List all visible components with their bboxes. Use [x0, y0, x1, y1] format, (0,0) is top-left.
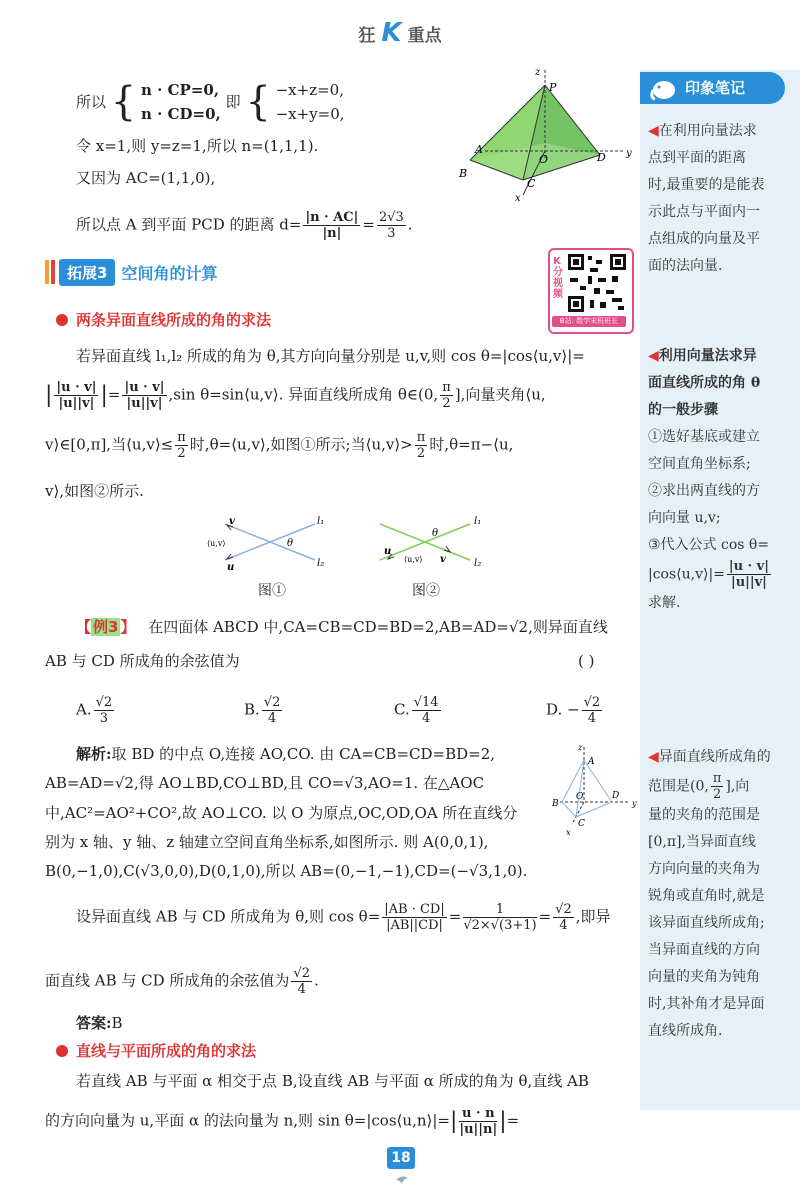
distance-formula: 所以点 A 到平面 PCD 的距离 d= $\frac{|n \cdot AC|}{|n|}$ = $\frac{2√3}{3}$ . [76, 210, 413, 241]
svg-text:C: C [527, 177, 536, 190]
svg-text:y: y [632, 799, 637, 808]
svg-text:D: D [597, 151, 606, 164]
tetrahedron-figure [550, 742, 640, 837]
svg-text:B: B [552, 799, 559, 809]
svg-text:z: z [578, 743, 583, 752]
label-P: P [549, 81, 557, 94]
example-line-1: 【 例3 】 在四面体 ABCD 中,CA=CB=CD=BD=2,AB=AD=√2,则异面直线 [76, 618, 608, 636]
figure-1 [205, 512, 335, 572]
svg-text:z: z [535, 67, 541, 78]
text-line: 又因为 AC=(1,1,0), [76, 169, 216, 187]
bullet-icon [56, 1045, 68, 1057]
svg-text:l₁: l₁ [317, 516, 325, 527]
paragraph-line: v⟩,如图②所示. [45, 482, 144, 500]
sidebar-note-2: ◀利用向量法求异 面直线所成的角 θ 的一般步骤 ①选好基底或建立 空间直角坐标系; ②求出两直线的方 向向量 u,v; ③代入公式 cos θ= |cos⟨u,v⟩|= $\frac{|u \cdot v|}{|u||v|}$ 求解. [648, 348, 770, 611]
example-label: 【 例3 】 [76, 618, 136, 636]
section-heading [45, 258, 217, 286]
solution-line: B(0,−1,0),C(√3,0,0),D(0,1,0),所以 AB=(0,−1,−1),CD=(−√3,1,0). [45, 862, 528, 880]
solution-line: AB=AD=√2,得 AO⊥BD,CO⊥BD,且 CO=√3,AO=1. 在△AOC [45, 774, 485, 792]
svg-text:x: x [515, 193, 521, 204]
svg-text:C: C [578, 819, 585, 829]
svg-text:v: v [229, 516, 235, 527]
svg-text:l₂: l₂ [474, 558, 482, 569]
subheading-2: 直线与平面所成的角的求法 [56, 1040, 256, 1061]
sidebar-note-1: ◀在利用向量法求 点到平面的距离 时,最重要的是能表 示此点与平面内一 点组成的向量及平 面的法向量. [648, 123, 765, 274]
svg-text:⟨u,v⟩: ⟨u,v⟩ [404, 555, 423, 564]
qr-label: K分视频 [553, 256, 563, 300]
option-c[interactable]: C. $\frac{√14}{4}$ [394, 695, 439, 726]
elephant-icon [648, 74, 678, 102]
subheading-1: 两条异面直线所成的角的求法 [56, 309, 271, 330]
qr-pattern-icon [568, 254, 626, 312]
sidebar-note-3: ◀异面直线所成角的 范围是(0, $\frac{\pi}{2}$ ],向 量的夹角的范围是 [0,π],当异面直线 方向向量的夹角为 锐角或直角时,就是 该异面直线所成角; 当异面直线的方向 向量的夹角为钝角 时,其补角才是异面 直线所成角. [648, 749, 771, 1039]
paragraph-line: v⟩∈[0,π],当⟨u,v⟩≤ $\frac{\pi}{2}$ 时,θ=⟨u,v⟩,如图①所示;当⟨u,v⟩> $\frac{\pi}{2}$ 时,θ=π−⟨u, [45, 430, 514, 461]
svg-text:v: v [440, 554, 446, 565]
brand-k-icon: K [381, 18, 402, 48]
sidebar-title: 印象笔记 [640, 72, 785, 104]
solution-line: 解析:取 BD 的中点 O,连接 AO,CO. 由 CA=CB=CD=BD=2, [76, 745, 496, 763]
figure-2 [370, 512, 500, 572]
svg-text:u: u [384, 546, 392, 557]
answer-paren: ( ) [578, 652, 595, 670]
section-tag: 拓展3 [59, 259, 115, 286]
section-title: 空间角的计算 [121, 263, 218, 283]
page-header [0, 18, 800, 48]
svg-text:l₂: l₂ [317, 558, 325, 569]
header-right: 重点 [407, 26, 442, 46]
option-d[interactable]: D. − $\frac{√2}{4}$ [546, 695, 601, 726]
solution-line: 中,AC²=AO²+CO²,故 AO⊥CO. 以 O 为原点,OC,OD,OA 所在直线分 [45, 804, 518, 822]
answer-line: 答案:B [76, 1014, 123, 1032]
paragraph-line: | $\frac{|u \cdot v|}{|u||v|}$ |= $\frac{|u \cdot v|}{|u||v|}$ ,sin θ=sin⟨u,v⟩. 异面直线所成角 θ∈(0, $\frac{\pi}{2}$ ],向量夹角⟨u, [45, 380, 546, 411]
qr-code[interactable] [548, 248, 634, 334]
svg-text:O: O [576, 792, 584, 802]
svg-text:x: x [566, 828, 571, 837]
svg-text:y: y [626, 148, 632, 159]
paragraph-line: 若异面直线 l₁,l₂ 所成的角为 θ,其方向向量分别是 u,v,则 cos θ=|cos⟨u,v⟩|= [76, 347, 585, 365]
paragraph-line: 若直线 AB 与平面 α 相交于点 B,设直线 AB 与平面 α 所成的角为 θ,直线 AB [76, 1072, 589, 1090]
svg-text:⟨u,v⟩: ⟨u,v⟩ [207, 539, 226, 548]
svg-text:A: A [475, 143, 483, 156]
svg-text:B: B [459, 167, 468, 180]
solution-line: 面直线 AB 与 CD 所成角的余弦值为 $\frac{√2}{4}$ . [45, 966, 319, 997]
svg-text:u: u [227, 562, 235, 572]
text-line: 令 x=1,则 y=z=1,所以 n=(1,1,1). [76, 137, 319, 155]
bird-icon [394, 1172, 410, 1186]
system-line: 所以 { n · CP=0, n · CD=0, 即 { −x+z=0, −x+y=0, [76, 79, 345, 125]
header-left: 狂 [358, 26, 376, 46]
svg-text:O: O [539, 153, 549, 166]
figure-1-caption: 图① [258, 583, 286, 599]
pyramid-figure [455, 65, 635, 205]
example-line-2: AB 与 CD 所成角的余弦值为 [45, 652, 240, 670]
bullet-icon [56, 314, 68, 326]
page-number: 18 [387, 1147, 415, 1169]
qr-footer: B站: 数学宋班班长 [552, 316, 626, 327]
paragraph-line: 的方向向量为 u,平面 α 的法向量为 n,则 sin θ=|cos⟨u,n⟩|=| $\frac{u \cdot n}{|u||n|}$ |= [45, 1106, 520, 1137]
svg-text:l₁: l₁ [474, 516, 482, 527]
svg-text:θ: θ [287, 538, 294, 549]
solution-line: 别为 x 轴、y 轴、z 轴建立空间直角坐标系,如图所示. 则 A(0,0,1), [45, 833, 489, 851]
option-b[interactable]: B. $\frac{√2}{4}$ [244, 695, 281, 726]
cos-formula: 设异面直线 AB 与 CD 所成角为 θ,则 cos θ= $\frac{|AB \cdot CD|}{|AB||CD|}$ = $\frac{1}{√2\times√(3+1)}$ = $\frac{√2}{4}$ ,即异 [76, 902, 611, 933]
svg-text:D: D [612, 791, 620, 801]
svg-text:θ: θ [432, 528, 439, 539]
option-a[interactable]: A. $\frac{√2}{3}$ [76, 695, 113, 726]
figure-2-caption: 图② [412, 583, 440, 599]
svg-text:A: A [588, 757, 595, 767]
